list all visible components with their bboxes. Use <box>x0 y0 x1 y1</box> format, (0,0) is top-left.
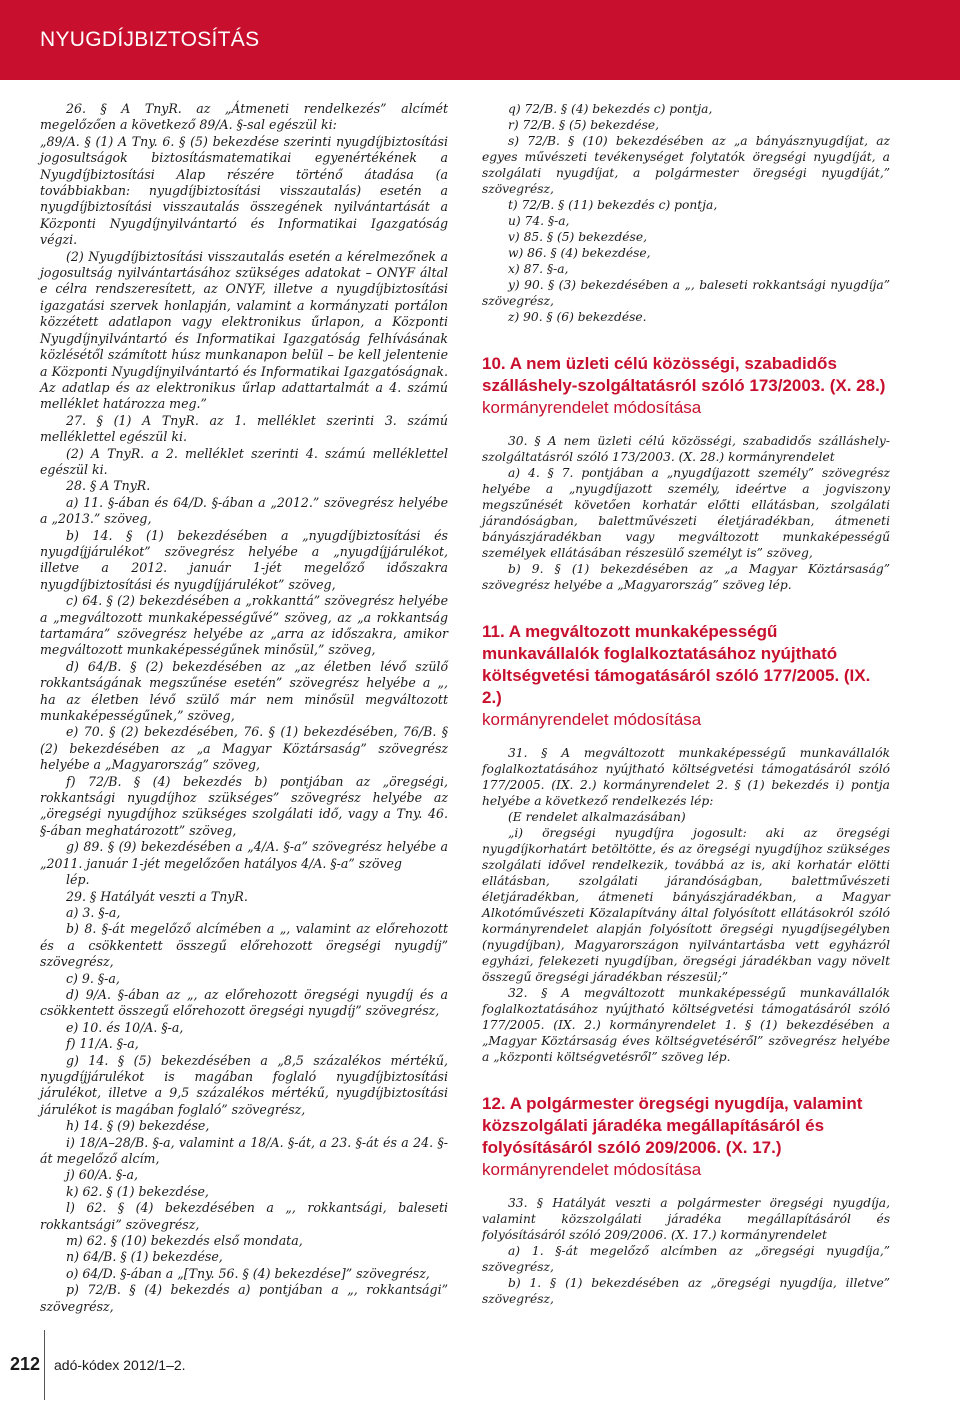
paragraph: p) 72/B. § (4) bekezdés a) pontjában a „, rokkantsági” szövegrész, <box>40 1282 448 1314</box>
paragraph: 28. § A TnyR. <box>66 478 151 494</box>
paragraph: 33. § Hatályát veszti a polgármester öregségi nyugdíja, valamint közszolgálati járadéka megállapításáról és folyósításáról szóló 209/2006. (X. 17.) kormányrendelet <box>482 1196 890 1242</box>
paragraph: 31. § A megváltozott munkaképességű munkavállalók foglalkoztatásához nyújtható költségvetési támogatásáról szóló 177/2005. (IX. 2.) kormányrendelet 2. § (1) bekezdés i) pontja helyébe a következő rendelkezés lép: <box>482 746 890 808</box>
section-heading-10 <box>482 353 890 419</box>
paragraph: r) 72/B. § (5) bekezdése, <box>508 118 660 132</box>
paragraph: a) 1. §-át megelőző alcímben az „öregségi nyugdíja,” szövegrész, <box>482 1244 890 1274</box>
paragraph: k) 62. § (1) bekezdése, <box>66 1183 209 1199</box>
paragraph: 30. § A nem üzleti célú közösségi, szabadidős szálláshely-szolgáltatásról szóló 173/2003. (X. 28.) kormányrendelet <box>482 434 890 464</box>
journal-reference: adó-kódex 2012/1–2. <box>54 1357 186 1373</box>
page-number: 212 <box>9 1354 40 1374</box>
paragraph: v) 85. § (5) bekezdése, <box>508 230 647 244</box>
paragraph: a) 3. §-a, <box>66 904 121 920</box>
left-column <box>40 101 448 1315</box>
section-heading-subtitle: kormányrendelet módosítása <box>482 710 702 729</box>
paragraph: f) 11/A. §-a, <box>66 1036 139 1052</box>
paragraph: f) 72/B. § (4) bekezdés b) pontjában az „öregségi, rokkantsági nyugdíjhoz szükséges” szövegrész helyébe az „öregségi nyugdíjhoz szükséges szolgálati idő, vagy a Tny. 46. §-ában meghatározott” szöveg, <box>40 773 448 838</box>
paragraph: g) 14. § (5) bekezdésében a „8,5 százalékos mértékű, nyugdíjjárulékot is magában foglaló nyugdíjbiztosítási járulékot, illetve a 9,5 százalékos mértékű, nyugdíjbiztosítási járulékot is magában foglaló” szövegrész, <box>40 1052 448 1117</box>
section-heading-subtitle: kormányrendelet módosítása <box>482 398 702 417</box>
section-heading-subtitle: kormányrendelet módosítása <box>482 1160 702 1179</box>
section-heading-title: 10. A nem üzleti célú közösségi, szabadidős szálláshely-szolgáltatásról szóló 173/2003. (X. 28.) <box>482 354 886 395</box>
paragraph: „i) öregségi nyugdíjra jogosult: aki az öregségi nyugdíjkorhatárt betöltötte, és az öregségi nyugdíjhoz szükséges szolgálati idővel rendelkezik, továbbá az is, aki korhatár elötti ellátásban, szolgálati járandóságban, balettművészeti életjáradékban, átmeneti bányászjáradékban, a Magyar Alkotóművészeti Közalapítvány által folyósított ellátásokról szóló kormányrendelet alapján folyósított öregségi nyugdíjsegélyben (nyugdíjban), Magyarországon nyilvántartásba vett egyházról egyházi, felekezeti nyugdíjban, öregségi járadékban vagy növelt összegű öregségi járadékban részesül;” <box>482 826 890 984</box>
paragraph: g) 89. § (9) bekezdésében a „4/A. §-a” szövegrész helyébe a „2011. január 1-jét megelőzően hatályos 4/A. §-a” szöveg <box>40 839 448 871</box>
header-bar <box>0 0 960 80</box>
section-heading-title: 12. A polgármester öregségi nyugdíja, valamint közszolgálati járadéka megállapításáról és folyósításáról szóló 209/2006. (X. 17.) <box>482 1094 863 1157</box>
paragraph: n) 64/B. § (1) bekezdése, <box>66 1249 223 1265</box>
paragraph: l) 62. § (4) bekezdésében a „, rokkantsági, baleseti rokkantsági” szövegrész, <box>40 1200 448 1232</box>
paragraph: (2) A TnyR. a 2. melléklet szerinti 4. számú melléklettel egészül ki. <box>40 445 448 477</box>
paragraph: s) 72/B. § (10) bekezdésében az „a bányásznyugdíjat, az egyes művészeti tevékenységet folytatók öregségi nyugdíját, a szolgálati nyugdíjat, a polgármester öregségi nyugdíját,” szövegrész, <box>482 134 890 196</box>
paragraph: (2) Nyugdíjbiztosítási visszautalás esetén a kérelmezőnek a jogosultság nyilvántartásához szükséges adatokat – ONYF által e célra rendszeresített, az ONYF, illetve a nyugdíjbiztosítási igazgatási szervek honlapján, valamint a kormányzati portálon közzétett adatlapon vagy elektronikus űrlapon, a Központi Nyugdíjnyilvántartó és Informatikai Igazgatóság felhívásának közlésétől számított húsz munkanapon belül – be kell jelentenie a Központi Nyugdíjnyilvántartó és Informatikai Igazgatóságnak. Az adatlap és az elektronikus űrlap adattartalmát a 4. számú melléklet határozza meg.” <box>40 248 448 412</box>
paragraph: c) 64. § (2) bekezdésében a „rokkanttá” szövegrész helyébe a „megváltozott munkaképességűvé” szöveg, az „a rokkantság tartamára” szövegrész helyébe az „arra az időszakra, amikor megváltozott munkaképességűnek minősül,” szöveg, <box>40 593 448 658</box>
paragraph: z) 90. § (6) bekezdése. <box>508 310 647 324</box>
paragraph: w) 86. § (4) bekezdése, <box>508 246 651 260</box>
paragraph: b) 1. § (1) bekezdésében az „öregségi nyugdíja, illetve” szövegrész, <box>482 1276 890 1306</box>
section-heading-12 <box>482 1093 890 1181</box>
paragraph: b) 14. § (1) bekezdésében a „nyugdíjbiztosítási és nyugdíjjárulékot” szövegrész helyébe a „nyugdíjjárulékot, illetve a 2012. január 1-jét megelőző időszakra nyugdíjbiztosítási és nyugdíjjárulékot” szöveg, <box>40 527 448 592</box>
paragraph: q) 72/B. § (4) bekezdés c) pontja, <box>508 102 713 116</box>
paragraph: a) 4. § 7. pontjában a „nyugdíjazott személy” szövegrész helyébe a „nyugdíjazott személy, ideértve a jogviszony megszűnését követően korhatár előtti ellátásban, szolgálati járandóságban, balettművészeti életjáradékban, átmeneti bányászjáradékban vagy megváltozott munkaképességű személyek ellátásában részesülő személyt is” szöveg, <box>482 466 890 560</box>
paragraph: 32. § A megváltozott munkaképességű munkavállalók foglalkoztatásához nyújtható költségvetési támogatásáról szóló 177/2005. (IX. 2.) kormányrendelet 1. § (1) bekezdésében a „Magyar Köztársaság éves költségvetéséről” szövegrész helyébe a „központi költségvetésről” szöveg lép. <box>482 986 890 1064</box>
page-section-title: NYUGDÍJBIZTOSÍTÁS <box>40 28 260 51</box>
paragraph: e) 10. és 10/A. §-a, <box>66 1019 184 1035</box>
paragraph: a) 11. §-ában és 64/D. §-ában a „2012.” szövegrész helyébe a „2013.” szöveg, <box>40 494 448 527</box>
paragraph: b) 9. § (1) bekezdésében az „a Magyar Köztársaság” szövegrész helyébe a „Magyarország” szöveg lép. <box>482 562 890 592</box>
paragraph: t) 72/B. § (11) bekezdés c) pontja, <box>508 198 718 212</box>
paragraph: d) 64/B. § (2) bekezdésében az „az életben lévő szülő rokkantságának megszűnése esetén” szövegrész helyébe a „, ha az életben lévő szülő már nem minősül megváltozott munkaképességűnek,” szöveg, <box>40 658 448 724</box>
paragraph: (E rendelet alkalmazásában) <box>508 810 686 824</box>
section-heading-title: 11. A megváltozott munkaképességű munkavállalók foglalkoztatásához nyújtható költségvetési támogatásáról szóló 177/2005. (IX. 2.) <box>482 622 871 707</box>
paragraph: 26. § A TnyR. az „Átmeneti rendelkezés” alcímét megelőzően a következő 89/A. §-sal egészül ki: <box>40 101 448 133</box>
paragraph: y) 90. § (3) bekezdésében a „, baleseti rokkantsági nyugdíja” szövegrész, <box>482 278 890 308</box>
paragraph: 29. § Hatályát veszti a TnyR. <box>66 888 248 904</box>
footer-divider <box>44 1330 45 1400</box>
paragraph: c) 9. §-a, <box>66 970 120 986</box>
paragraph: h) 14. § (9) bekezdése, <box>66 1118 210 1134</box>
section-heading-11 <box>482 621 890 731</box>
paragraph: e) 70. § (2) bekezdésében, 76. § (1) bekezdésében, 76/B. § (2) bekezdésében az „a Magyar Köztársaság” szövegrész helyébe a „Magyarország” szöveg, <box>40 724 448 773</box>
paragraph: d) 9/A. §-ában az „, az előrehozott öregségi nyugdíj és a csökkentett összegű előrehozott öregségi nyugdíj” szövegrész, <box>40 986 448 1019</box>
paragraph: b) 8. §-át megelőző alcímében a „, valamint az előrehozott és a csökkentett összegű előrehozott öregségi nyugdíj” szövegrész, <box>40 921 448 970</box>
right-column <box>482 101 890 1307</box>
paragraph: i) 18/A–28/B. §-a, valamint a 18/A. §-át, a 23. §-át és a 24. §-át megelőző alcím, <box>40 1134 448 1166</box>
paragraph: „89/A. § (1) A Tny. 6. § (5) bekezdése szerinti nyugdíjbiztosítási jogosultságok biztosításmatematikai egyenértékének a Nyugdíjbiztosítási Alap részére történő átadása (a továbbiakban: nyugdíjbiztosítási visszautalás) esetén a nyugdíjbiztosítási visszautalás összegének nyilvántartását a Központi Nyugdíjnyilvántartó és Informatikai Igazgatóság végzi. <box>40 133 448 248</box>
paragraph: u) 74. §-a, <box>508 214 570 228</box>
paragraph: x) 87. §-a, <box>508 262 569 276</box>
paragraph: lép. <box>66 872 90 888</box>
paragraph: m) 62. § (10) bekezdés első mondata, <box>66 1233 303 1249</box>
paragraph: 27. § (1) A TnyR. az 1. melléklet szerinti 3. számú melléklettel egészül ki. <box>40 412 448 445</box>
paragraph: j) 60/A. §-a, <box>66 1167 138 1183</box>
paragraph: o) 64/D. §-ában a „[Tny. 56. § (4) bekezdése]” szövegrész, <box>66 1265 430 1281</box>
